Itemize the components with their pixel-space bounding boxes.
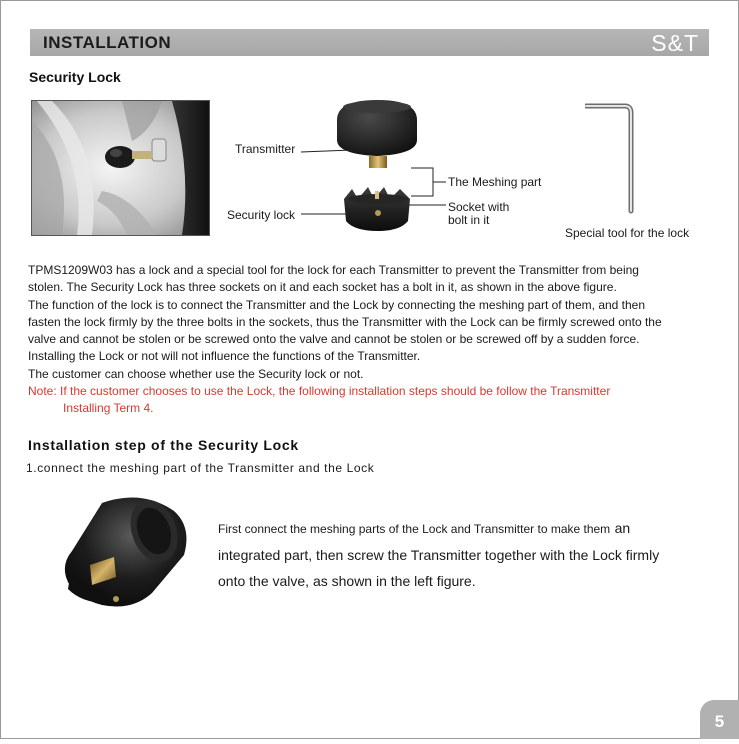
label-special-tool: Special tool for the lock xyxy=(565,226,690,240)
paragraph-line: Installing the Lock or not will not influence the functions of the Transmitter. xyxy=(28,349,421,364)
label-socket-line2: bolt in it xyxy=(448,213,490,227)
label-meshing-part: The Meshing part xyxy=(448,175,542,189)
steps-title: Installation step of the Security Lock xyxy=(28,437,299,453)
assembled-lock-image xyxy=(62,493,192,613)
step-1-line3: onto the valve, as shown in the left figure. xyxy=(218,573,476,589)
step-1-line1-tail: an xyxy=(614,520,631,536)
paragraph-line: The function of the lock is to connect the Transmitter and the Lock by connecting the meshing part of them, and then xyxy=(28,297,646,312)
step-1-description xyxy=(218,515,698,594)
section-title: Security Lock xyxy=(29,69,121,85)
brand-logo: S&T xyxy=(651,30,699,56)
label-security-lock: Security lock xyxy=(227,208,296,222)
step-1-line2: integrated part, then screw the Transmitter together with the Lock firmly xyxy=(218,547,660,563)
header-title: INSTALLATION xyxy=(43,33,172,52)
note-line: Installing Term 4. xyxy=(63,401,154,416)
paragraph-line: The customer can choose whether use the Security lock or not. xyxy=(28,366,364,381)
paragraph-line: fasten the lock firmly by the three bolts in the sockets, thus the Transmitter with the Lock can be firmly screwed onto the xyxy=(28,314,662,329)
description-text xyxy=(28,262,718,418)
step-1-title: 1.connect the meshing part of the Transmitter and the Lock xyxy=(26,461,375,475)
paragraph-line: stolen. The Security Lock has three sockets on it and each socket has a bolt in it, as shown in the above figure. xyxy=(28,280,617,295)
step-1-line1: First connect the meshing parts of the Lock and Transmitter to make them xyxy=(218,522,611,536)
paragraph-line: TPMS1209W03 has a lock and a special tool for the lock for each Transmitter to prevent the Transmitter from being xyxy=(28,263,639,277)
label-socket-line1: Socket with xyxy=(448,200,510,214)
label-transmitter: Transmitter xyxy=(235,142,296,156)
note-line: Note: If the customer chooses to use the Lock, the following installation steps should be follow the Transmitter xyxy=(28,384,611,399)
page-number-badge: 5 xyxy=(700,700,739,739)
paragraph-line: valve and cannot be stolen or be screwed onto the valve and cannot be stolen or be screwed off by a sudden force. xyxy=(28,332,640,347)
